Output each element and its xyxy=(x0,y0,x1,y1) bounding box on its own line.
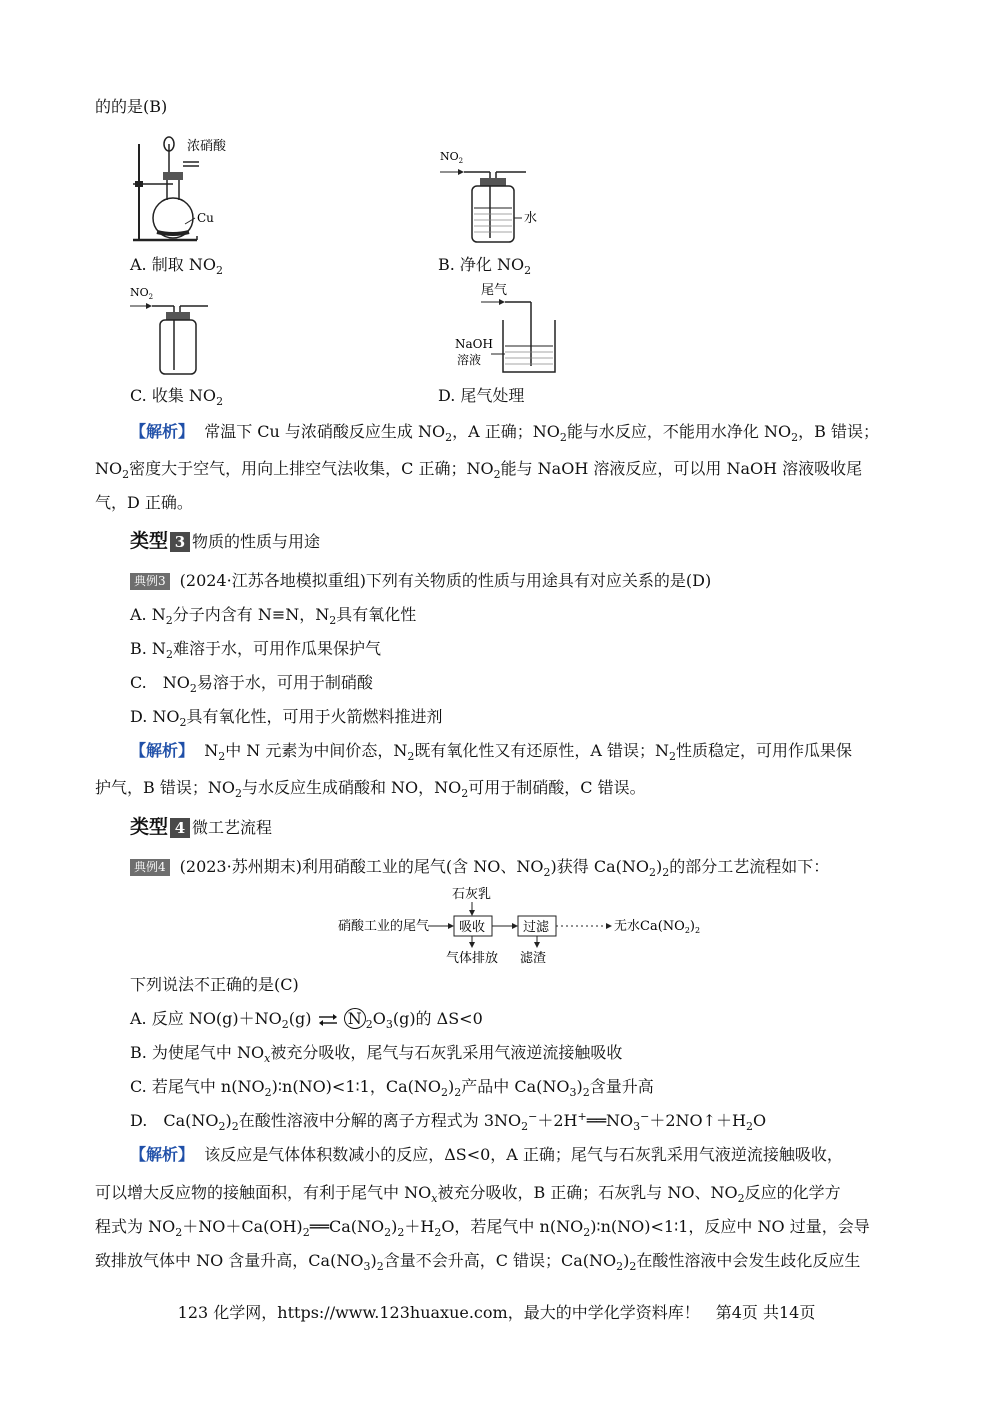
option-a-label: A. 制取 $NO_2$ xyxy=(130,255,223,277)
apparatus-d-diagram xyxy=(455,282,565,378)
option-b: B. 为使尾气中 $NO_x$被充分吸收，尾气与石灰乳采用气液逆流接触吸收 xyxy=(130,1043,623,1065)
analysis-line: 护气，B 错误；$NO_2$与水反应生成硝酸和 NO，$NO_2$可用于制硝酸，C 错误。 xyxy=(95,778,646,800)
analysis-line: 【解析】 该反应是气体体积数减小的反应，ΔS<0，A 正确；尾气与石灰乳采用气液逆流接触吸收， xyxy=(130,1145,843,1164)
option-d: D. $Ca(NO_2)_2$在酸性溶液中分解的离子方程式为 $3NO_2^-+2H^+══NO_3^-+2NO↑+H_2O$ xyxy=(130,1110,767,1133)
analysis-line: 可以增大反应物的接触面积，有利于尾气中 $NO_x$被充分吸收，B 正确；石灰乳与 NO、$NO_2$反应的化学方 xyxy=(95,1183,841,1205)
page-footer: 123 化学网，https://www.123huaxue.com，最大的中学化学资料库！ 第4页 共14页 xyxy=(177,1303,816,1322)
example4-stem: 典例4 (2023·苏州期末)利用硝酸工业的尾气(含 NO、$NO_2$)获得 $Ca(NO_2)_2$的部分工艺流程如下： xyxy=(130,856,829,880)
analysis-line: 【解析】 常温下 Cu 与浓硝酸反应生成 $NO_2$，A 正确；$NO_2$能与水反应，不能用水净化 $NO_2$，B 错误； xyxy=(130,422,879,444)
option-a: A. 反应 $NO(g)+NO_2(g)$ N $_2O_3(g)$的 ΔS<0 xyxy=(130,1009,483,1031)
option-d-label: D. 尾气处理 xyxy=(438,386,525,405)
label-conc-nitric: 浓硝酸 xyxy=(187,139,227,154)
label-c-no2: $NO_2$ xyxy=(130,286,154,301)
label-cu: Cu xyxy=(197,211,214,225)
label-tail-gas: 尾气 xyxy=(481,283,508,298)
analysis-line: 气，D 正确。 xyxy=(95,493,193,512)
label-water: 水 xyxy=(524,211,538,226)
question-ask: 下列说法不正确的是(C) xyxy=(130,975,299,994)
flow-filter: 过滤 xyxy=(523,920,550,935)
label-naoh: NaOH xyxy=(455,337,493,351)
apparatus-a-diagram xyxy=(125,132,245,244)
option-d: D. $NO_2$具有氧化性，可用于火箭燃料推进剂 xyxy=(130,707,443,729)
analysis-line: 【解析】 $N_2$中 N 元素为中间价态，$N_2$既有氧化性又有还原性，A 错误；$N_2$性质稳定，可用作瓜果保 xyxy=(130,741,853,763)
apparatus-c-diagram xyxy=(128,286,218,378)
flow-residue: 滤渣 xyxy=(520,951,547,966)
flow-product: 无水$Ca(NO_2)_2$ xyxy=(614,919,701,935)
option-b: B. $N_2$难溶于水，可用作瓜果保护气 xyxy=(130,639,381,661)
analysis-line: 致排放气体中 NO 含量升高，$Ca(NO_3)_2$含量不会升高，C 错误；$Ca(NO_2)_2$在酸性溶液中会发生歧化反应生 xyxy=(95,1251,861,1273)
label-solution: 溶液 xyxy=(457,353,482,367)
reversible-arrow-icon xyxy=(317,1013,339,1027)
flow-input: 硝酸工业的尾气 xyxy=(338,919,430,934)
flow-lime: 石灰乳 xyxy=(452,887,492,902)
example-badge: 典例3 xyxy=(130,573,170,590)
type4-heading: 类型 4 微工艺流程 xyxy=(130,816,273,838)
type3-heading: 类型 3 物质的性质与用途 xyxy=(130,530,321,552)
apparatus-b-diagram xyxy=(438,150,558,246)
label-b-no2: $NO_2$ xyxy=(440,150,464,165)
flow-gas-vent: 气体排放 xyxy=(446,951,499,966)
option-c: C. $NO_2$易溶于水，可用于制硝酸 xyxy=(130,673,373,695)
option-c: C. 若尾气中 $n(NO_2)∶n(NO)<1∶1$，$Ca(NO_2)_2$产品中 $Ca(NO_3)_2$含量升高 xyxy=(130,1077,654,1099)
example-badge: 典例4 xyxy=(130,859,170,876)
analysis-line: $NO_2$密度大于空气，用向上排空气法收集，C 正确；$NO_2$能与 NaOH 溶液反应，可以用 NaOH 溶液吸收尾 xyxy=(95,459,863,481)
option-c-label: C. 收集 $NO_2$ xyxy=(130,386,224,408)
analysis-line: 程式为 $NO_2+NO+Ca(OH)_2══Ca(NO_2)_2+H_2O$，若尾气中 $n(NO_2)∶n(NO)<1∶1$，反应中 NO 过量，会导 xyxy=(95,1217,870,1239)
process-flow-diagram xyxy=(336,884,706,966)
option-a: A. $N_2$分子内含有 N≡N，$N_2$具有氧化性 xyxy=(130,605,417,627)
flow-absorb: 吸收 xyxy=(459,920,486,935)
option-b-label: B. 净化 $NO_2$ xyxy=(438,255,532,277)
example3-stem: 典例3 (2024·江苏各地模拟重组)下列有关物质的性质与用途具有对应关系的是(D) xyxy=(130,570,711,592)
question-tail: 的的是(B) xyxy=(95,97,168,116)
